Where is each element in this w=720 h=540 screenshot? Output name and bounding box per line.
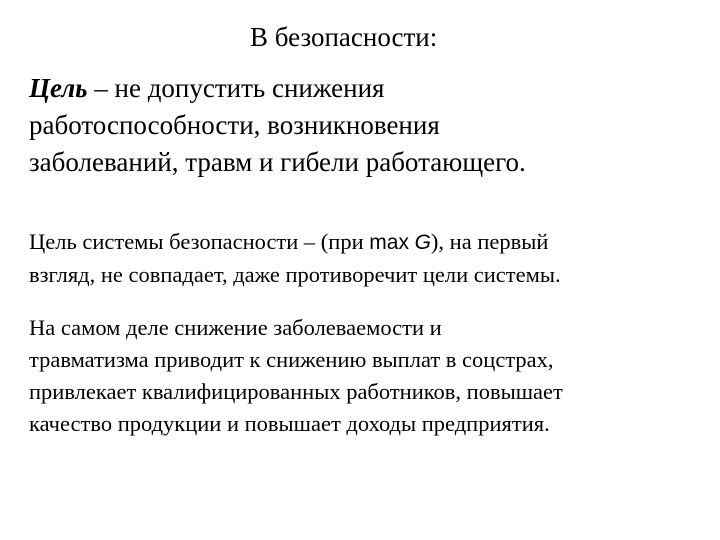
goal-line-2: работоспособности, возникновения: [29, 110, 440, 140]
paragraph2-line-3: привлекает квалифицированных работников, повышает: [29, 379, 563, 404]
paragraph1-line-2: взгляд, не совпадает, даже противоречит цели системы.: [29, 262, 561, 287]
slide-title: В безопасности:: [250, 22, 438, 52]
goal-label: Цель: [29, 73, 88, 103]
paragraph-system-goal: [29, 226, 719, 291]
max-text: max: [369, 231, 409, 254]
goal-line-1-text: – не допустить снижения: [87, 73, 385, 103]
paragraph1-line-1: [29, 226, 719, 259]
g-variable: G: [414, 231, 431, 254]
goal-statement: [29, 70, 709, 181]
paragraph1-line-1-part1: Цель системы безопасности – (при: [29, 229, 370, 254]
paragraph2-line-4: качество продукции и повышает доходы предприятия.: [29, 411, 550, 436]
paragraph2-line-1: На самом деле снижение заболеваемости и: [29, 315, 442, 340]
goal-line-3: заболеваний, травм и гибели работающего.: [29, 147, 526, 177]
goal-line-1: [29, 70, 709, 107]
paragraph-explanation: [29, 312, 719, 440]
paragraph2-line-2: травматизма приводит к снижению выплат в соцстрах,: [29, 347, 554, 372]
paragraph1-line-1-part2: ), на первый: [430, 229, 549, 254]
